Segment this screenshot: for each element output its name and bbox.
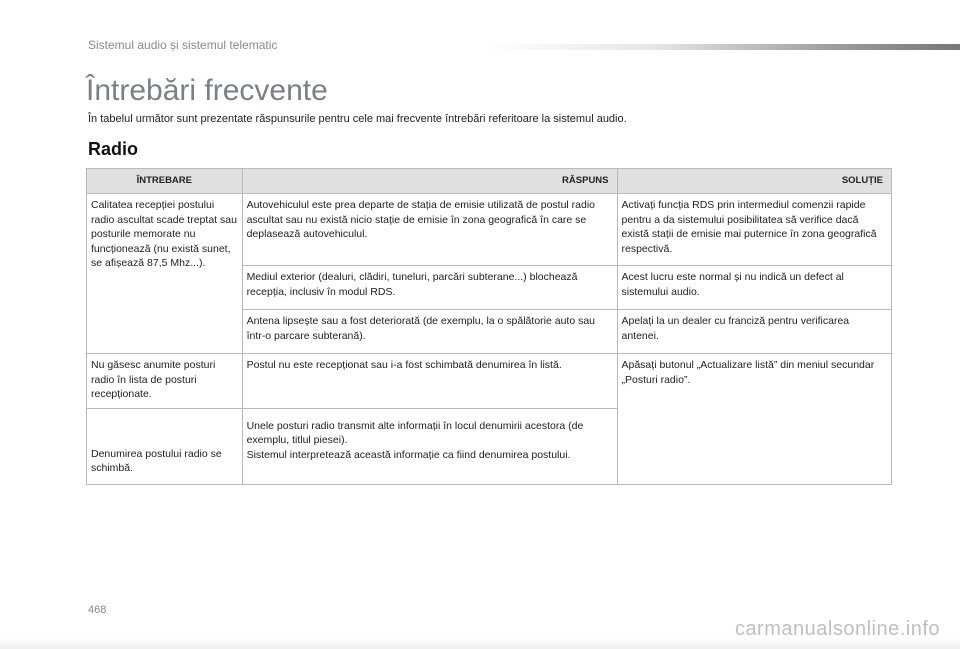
column-header-question: ÎNTREBARE <box>87 169 243 194</box>
answer-line: Sistemul interpretează această informație ca fiind denumirea postului. <box>246 448 571 461</box>
faq-table <box>86 168 892 485</box>
table-row <box>87 354 892 409</box>
answer-cell <box>242 408 617 484</box>
watermark: carmanualsonline.info <box>734 618 940 640</box>
column-header-solution: SOLUȚIE <box>617 169 892 194</box>
question-cell: Denumirea postului radio se schimbă. <box>87 408 243 484</box>
solution-cell: Apăsați butonul „Actualizare listă” din meniul secundar „Posturi radio”. <box>617 354 892 485</box>
solution-cell: Activați funcția RDS prin intermediul comenzii rapide pentru a da sistemului posibilitatea să verifice dacă există stații de emisie mai puternice în zona geografică respectivă. <box>617 194 892 266</box>
answer-line: Unele posturi radio transmit alte informații în locul denumirii acestora (de exemplu, titlul piesei). <box>246 419 584 446</box>
page-number: 468 <box>88 604 107 616</box>
section-title: Radio <box>88 139 139 159</box>
header-decorative-bar <box>486 44 960 50</box>
table-header-row <box>87 169 892 194</box>
answer-cell: Mediul exterior (dealuri, clădiri, tuneluri, parcări subterane...) blochează recepția, inclusiv în modul RDS. <box>242 266 617 310</box>
solution-cell: Apelați la un dealer cu franciză pentru verificarea antenei. <box>617 310 892 354</box>
intro-paragraph: În tabelul următor sunt prezentate răspunsurile pentru cele mai frecvente întrebări referitoare la sistemul audio. <box>88 113 627 125</box>
question-cell: Nu găsesc anumite posturi radio în lista de posturi recepționate. <box>87 354 243 409</box>
answer-cell: Autovehiculul este prea departe de stația de emisie utilizată de postul radio ascultat sau nu există nicio stație de emisie în zona geografică în care se deplasează autovehiculul. <box>242 194 617 266</box>
column-header-answer: RĂSPUNS <box>242 169 617 194</box>
solution-cell: Acest lucru este normal și nu indică un defect al sistemului audio. <box>617 266 892 310</box>
running-header: Sistemul audio și sistemul telematic <box>88 38 278 52</box>
table-row <box>87 194 892 266</box>
page-title: Întrebări frecvente <box>86 74 328 107</box>
question-cell: Calitatea recepției postului radio ascultat scade treptat sau posturile memorate nu funcționează (nu există sunet, se afișează 87,5 Mhz...). <box>87 194 243 354</box>
answer-cell: Postul nu este recepționat sau i-a fost schimbată denumirea în listă. <box>242 354 617 409</box>
answer-cell: Antena lipsește sau a fost deteriorată (de exemplu, la o spălătorie auto sau într-o parcare subterană). <box>242 310 617 354</box>
